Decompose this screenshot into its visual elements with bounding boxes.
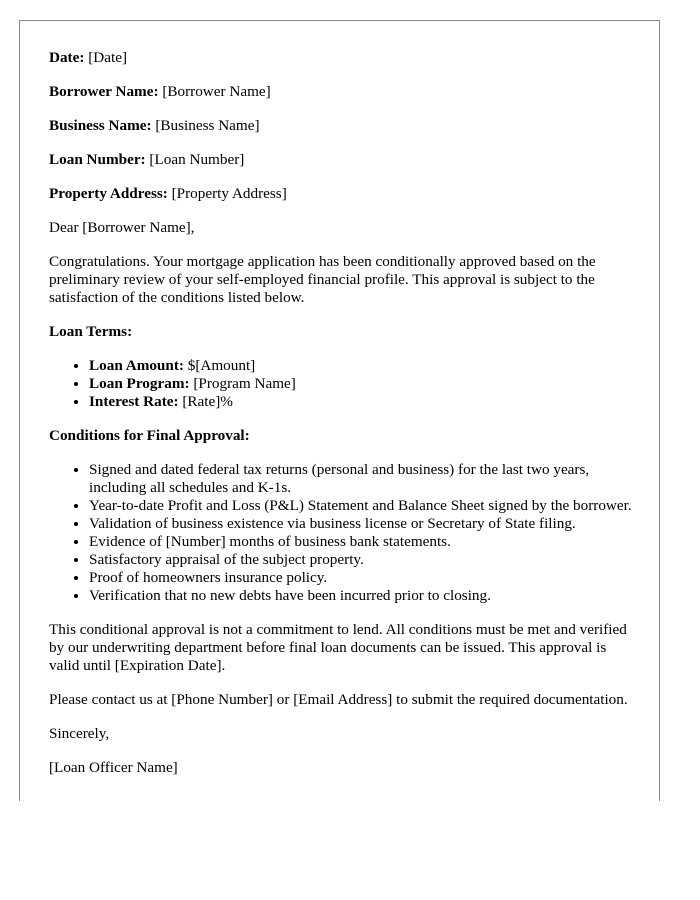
property-address-label: Property Address: (49, 185, 168, 202)
list-item: • Signed and dated federal tax returns (personal and business) for the last two years, including all schedules and K-1s. (89, 461, 639, 497)
loan-program-label: Loan Program: (89, 375, 190, 392)
list-item (89, 393, 639, 411)
loan-number-field (49, 151, 639, 169)
interest-rate-value: [Rate]% (178, 393, 233, 410)
business-name-label: Business Name: (49, 117, 152, 134)
list-item: • Proof of homeowners insurance policy. (89, 569, 639, 587)
loan-number-label: Loan Number: (49, 151, 146, 168)
list-item: • Validation of business existence via business license or Secretary of State filing. (89, 515, 639, 533)
letter-content (49, 49, 639, 793)
loan-terms-title: Loan Terms: (49, 323, 133, 340)
conditions-title: Conditions for Final Approval: (49, 427, 250, 444)
list-item: • Evidence of [Number] months of business bank statements. (89, 533, 639, 551)
loan-program-value: [Program Name] (189, 375, 296, 392)
list-item: • Satisfactory appraisal of the subject property. (89, 551, 639, 569)
disclaimer-paragraph: This conditional approval is not a commitment to lend. All conditions must be met and verified by our underwriting department before final loan documents can be issued. This approval is valid until [Expiration Date]. (49, 621, 627, 674)
conditions-list (49, 461, 639, 605)
contact-paragraph: Please contact us at [Phone Number] or [Email Address] to submit the required documentation. (49, 691, 628, 708)
loan-number-value: [Loan Number] (145, 151, 245, 168)
loan-amount-label: Loan Amount: (89, 357, 184, 374)
letter-page (19, 20, 660, 801)
closing: Sincerely, (49, 725, 110, 742)
loan-amount-value: $[Amount] (183, 357, 256, 374)
intro-paragraph: Congratulations. Your mortgage application has been conditionally approved based on the preliminary review of your self-employed financial profile. This approval is subject to the satisfaction of the conditions listed below. (49, 253, 596, 306)
borrower-name-field (49, 83, 639, 101)
list-item: • Verification that no new debts have been incurred prior to closing. (89, 587, 639, 605)
loan-terms-list (49, 357, 639, 411)
list-item (89, 357, 639, 375)
business-name-field (49, 117, 639, 135)
borrower-name-value: [Borrower Name] (158, 83, 271, 100)
property-address-value: [Property Address] (167, 185, 287, 202)
date-value: [Date] (84, 49, 128, 66)
date-label: Date: (49, 49, 85, 66)
list-item: • Year-to-date Profit and Loss (P&L) Statement and Balance Sheet signed by the borrower. (89, 497, 639, 515)
list-item (89, 375, 639, 393)
business-name-value: [Business Name] (151, 117, 260, 134)
borrower-name-label: Borrower Name: (49, 83, 159, 100)
interest-rate-label: Interest Rate: (89, 393, 179, 410)
property-address-field (49, 185, 639, 203)
date-field (49, 49, 639, 67)
signature: [Loan Officer Name] (49, 759, 178, 776)
salutation: Dear [Borrower Name], (49, 219, 195, 236)
